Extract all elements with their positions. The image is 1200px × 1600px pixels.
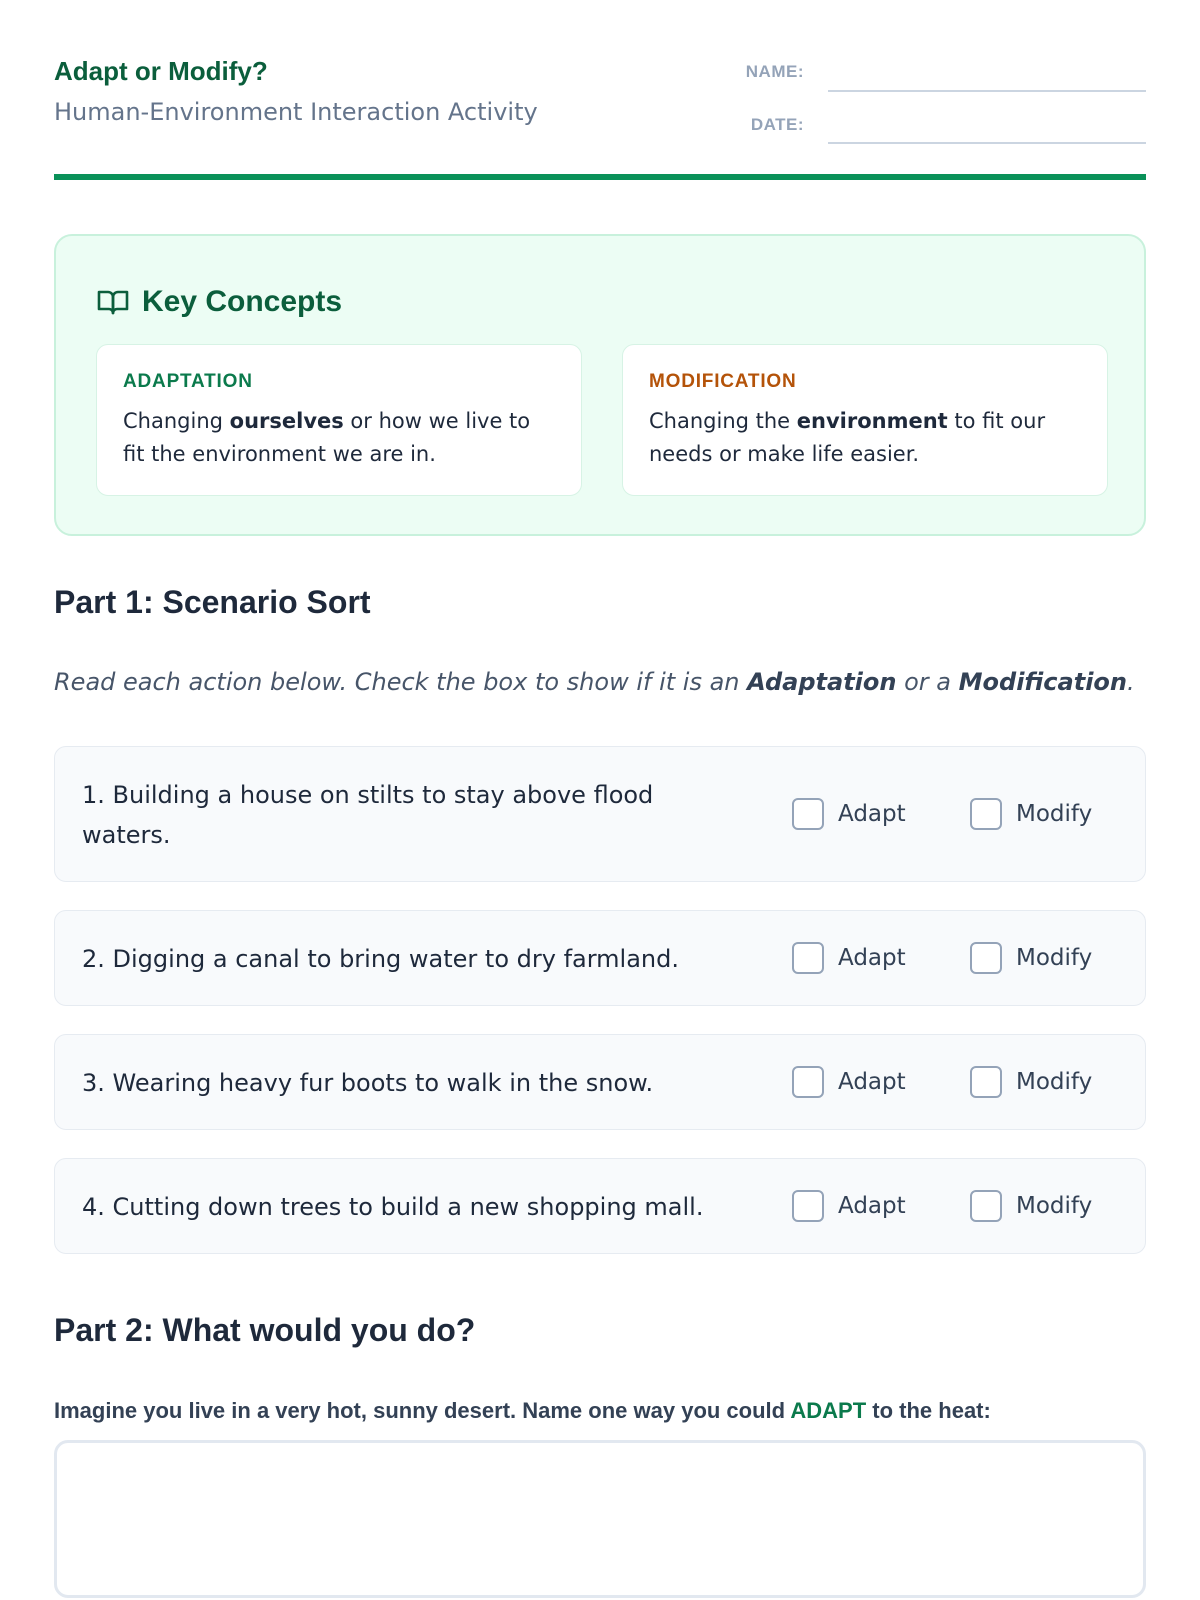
modification-label: MODIFICATION <box>649 371 797 392</box>
adapt-checkbox[interactable] <box>792 1190 824 1222</box>
modify-choice[interactable] <box>970 942 1092 974</box>
modify-choice[interactable] <box>970 798 1092 830</box>
scenario-text: 1. Building a house on stilts to stay above flood waters. <box>82 781 654 849</box>
modification-definition: Changing the environment to fit our needs or make life easier. <box>649 409 1046 466</box>
worksheet-title: Adapt or Modify? <box>54 56 268 86</box>
modify-label[interactable]: Modify <box>1016 945 1093 971</box>
answer-textarea[interactable] <box>54 1440 1146 1598</box>
key-concepts-title: Key Concepts <box>142 285 343 318</box>
name-label: NAME: <box>745 62 804 81</box>
scenario-row-2 <box>54 910 1146 1006</box>
part2-title: Part 2: What would you do? <box>54 1312 476 1348</box>
adapt-label[interactable]: Adapt <box>838 1193 906 1219</box>
adapt-choice[interactable] <box>792 1190 906 1222</box>
scenario-text: 4. Cutting down trees to build a new shopping mall. <box>82 1193 704 1221</box>
date-field[interactable] <box>828 142 1146 144</box>
adaptation-label: ADAPTATION <box>123 371 253 392</box>
adapt-choice[interactable] <box>792 942 906 974</box>
worksheet-subtitle: Human-Environment Interaction Activity <box>54 98 538 126</box>
modify-checkbox[interactable] <box>970 942 1002 974</box>
part1-instructions: Read each action below. Check the box to show if it is an Adaptation or a Modification. <box>54 668 1135 696</box>
adapt-label[interactable]: Adapt <box>838 1069 906 1095</box>
modify-label[interactable]: Modify <box>1016 1069 1093 1095</box>
adaptation-definition: Changing ourselves or how we live to fit the environment we are in. <box>123 409 531 466</box>
adapt-choice[interactable] <box>792 1066 906 1098</box>
scenario-row-1 <box>54 746 1146 882</box>
adapt-choice[interactable] <box>792 798 906 830</box>
adapt-checkbox[interactable] <box>792 1066 824 1098</box>
key-concepts-panel <box>54 234 1146 536</box>
modification-card <box>622 344 1108 496</box>
date-label: DATE: <box>750 115 804 134</box>
adaptation-card <box>96 344 582 496</box>
worksheet-header <box>54 0 1146 180</box>
scenario-text: 2. Digging a canal to bring water to dry farmland. <box>82 945 679 973</box>
scenario-row-3 <box>54 1034 1146 1130</box>
scenario-row-4 <box>54 1158 1146 1254</box>
modify-choice[interactable] <box>970 1066 1092 1098</box>
adapt-label[interactable]: Adapt <box>838 801 906 827</box>
header-divider <box>54 174 1146 180</box>
modify-choice[interactable] <box>970 1190 1092 1222</box>
scenario-text: 3. Wearing heavy fur boots to walk in the snow. <box>82 1069 654 1097</box>
adapt-checkbox[interactable] <box>792 942 824 974</box>
worksheet-page <box>54 0 1146 1600</box>
book-open-icon <box>96 287 130 317</box>
adapt-label[interactable]: Adapt <box>838 945 906 971</box>
part1-title: Part 1: Scenario Sort <box>54 584 371 620</box>
adapt-checkbox[interactable] <box>792 798 824 830</box>
modify-checkbox[interactable] <box>970 1190 1002 1222</box>
modify-label[interactable]: Modify <box>1016 1193 1093 1219</box>
modify-checkbox[interactable] <box>970 798 1002 830</box>
part2-prompt: Imagine you live in a very hot, sunny desert. Name one way you could ADAPT to the heat: <box>54 1398 991 1423</box>
modify-label[interactable]: Modify <box>1016 801 1093 827</box>
name-field[interactable] <box>828 90 1146 92</box>
modify-checkbox[interactable] <box>970 1066 1002 1098</box>
key-concepts-heading <box>96 282 342 322</box>
